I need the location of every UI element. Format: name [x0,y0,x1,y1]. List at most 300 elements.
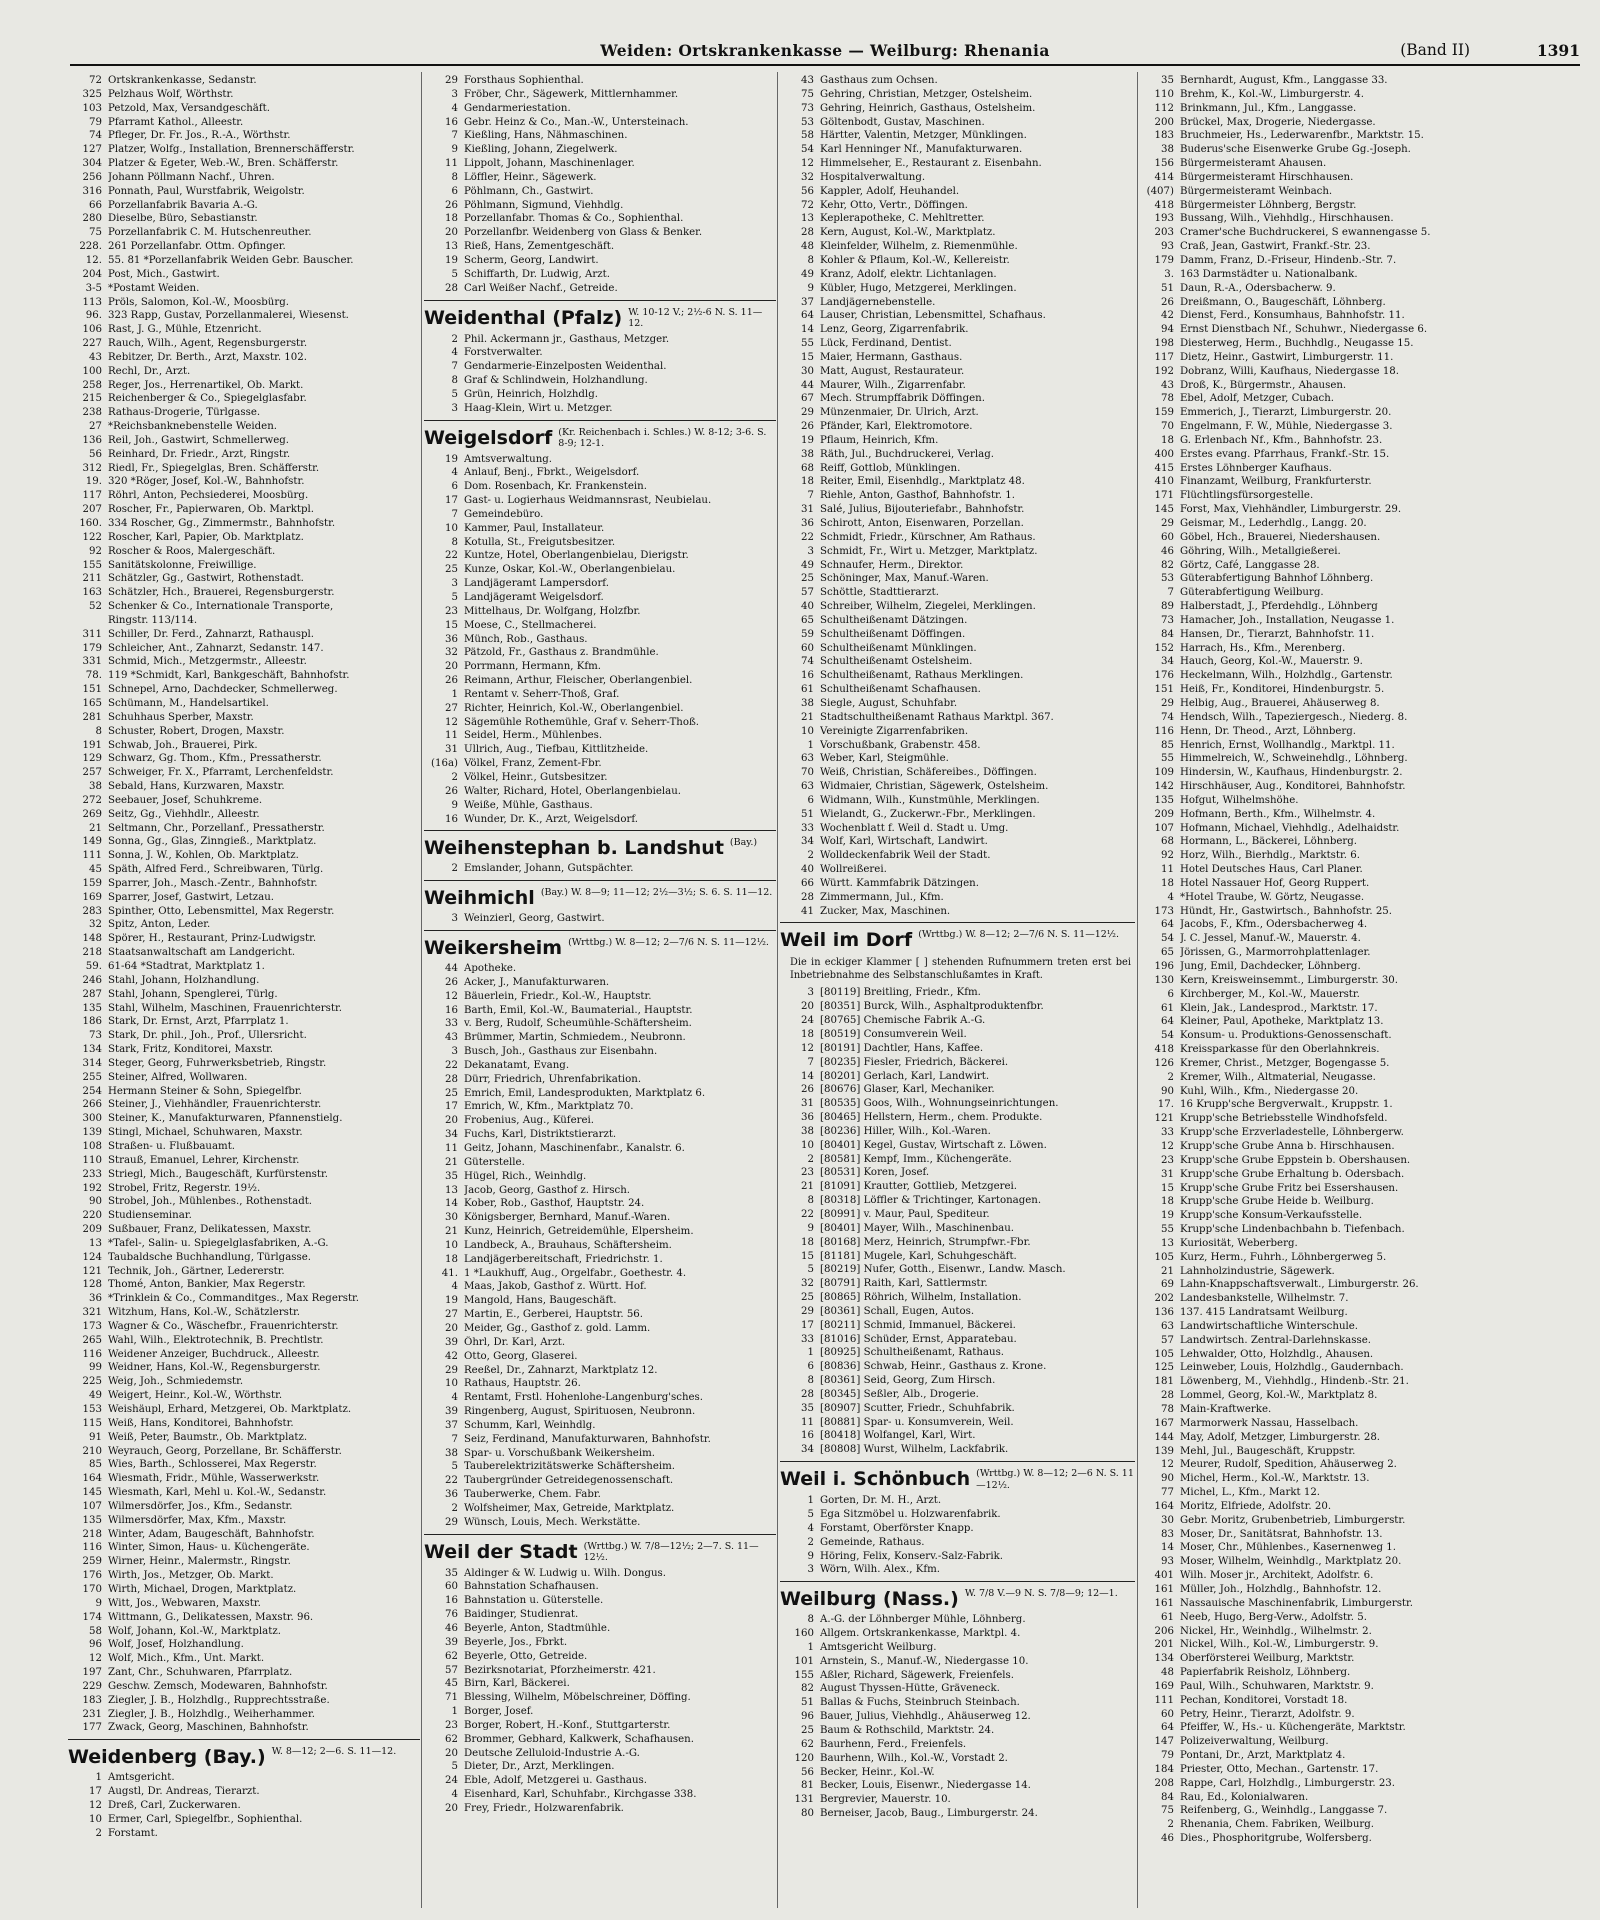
directory-entry [424,1267,776,1281]
directory-entry [1140,960,1580,974]
phone-number: 174 [82,1611,102,1623]
phone-number: 38 [89,781,102,793]
subscriber-name: Harrach, Hs., Kfm., Merenberg. [1180,642,1346,654]
phone-number: 16 [801,1430,814,1442]
subscriber-name: Münch, Rob., Gasthaus. [464,633,588,645]
directory-entry [68,808,420,822]
subscriber-name: Berneiser, Jacob, Baug., Limburgerstr. 24. [820,1808,1038,1820]
subscriber-name: Sebald, Hans, Kurzwaren, Maxstr. [108,781,285,793]
subscriber-name: Wielandt, G., Zuckerwr.-Fbr., Merklingen. [820,808,1036,820]
phone-number: 37 [445,1419,458,1431]
directory-entry [424,771,776,785]
subscriber-name: Himmelseher, E., Restaurant z. Eisenbahn. [820,158,1042,170]
directory-column-1 [68,74,420,1906]
subscriber-name: Richter, Heinrich, Kol.-W., Oberlangenbiel. [464,702,684,714]
phone-number: 28 [801,891,814,903]
phone-number: 12 [445,716,458,728]
directory-entry [68,1431,420,1445]
phone-number: 7 [451,508,458,520]
phone-number: 65 [1161,947,1174,959]
subscriber-name: Wolf, Josef, Holzhandlung. [108,1639,244,1651]
subscriber-name: [80836] Schwab, Heinr., Gasthaus z. Krone. [820,1361,1047,1373]
directory-entry [424,549,776,563]
directory-entry [68,365,420,379]
directory-entry [780,1696,1135,1710]
directory-entry [1140,420,1580,434]
directory-entry [780,1752,1135,1766]
subscriber-name: Moritz, Elfriede, Adolfstr. 20. [1180,1500,1332,1512]
phone-number: 49 [801,268,814,280]
directory-entry [68,1209,420,1223]
town-name: Weilburg (Nass.) [780,1588,959,1611]
subscriber-name: Craß, Jean, Gastwirt, Frankf.-Str. 23. [1180,241,1371,253]
subscriber-name: Konsum- u. Produktions-Genossenschaft. [1180,1030,1392,1042]
directory-entry [780,517,1135,531]
phone-number: 38 [801,1125,814,1137]
directory-entry [68,877,420,891]
subscriber-name: Pöhlmann, Sigmund, Viehhdlg. [464,199,624,211]
subscriber-name: Krupp'sche Lindenbachbahn b. Tiefenbach. [1180,1224,1405,1236]
subscriber-name: Höring, Felix, Konserv.-Salz-Fabrik. [820,1550,1003,1562]
directory-entry [424,1336,776,1350]
directory-entry [424,1073,776,1087]
phone-number: 23 [801,1167,814,1179]
directory-entry [1140,572,1580,586]
subscriber-name: Matt, August, Restaurateur. [820,365,965,377]
phone-number: 61 [1161,1611,1174,1623]
subscriber-name: Straßen- u. Flußbauamt. [108,1140,236,1152]
directory-entry [424,1364,776,1378]
directory-entry [424,1488,776,1502]
phone-number: 70 [801,767,814,779]
phone-number: 90 [89,1196,102,1208]
directory-entry [68,1348,420,1362]
directory-entry [1140,1015,1580,1029]
subscriber-name: Sparrer, Josef, Gastwirt, Letzau. [108,891,275,903]
phone-number: 85 [1161,739,1174,751]
subscriber-name: Busch, Joh., Gasthaus zur Eisenbahn. [464,1046,658,1058]
directory-entry [1140,406,1580,420]
phone-number: 1 [451,1706,458,1718]
subscriber-name: Wiesmath, Fridr., Mühle, Wasserwerkstr. [108,1473,320,1485]
directory-entry [780,1807,1135,1821]
directory-entry [1140,434,1580,448]
directory-entry [68,129,420,143]
directory-entry [424,1733,776,1747]
subscriber-name: Steger, Georg, Fuhrwerksbetrieb, Ringstr. [108,1057,327,1069]
phone-number: 13 [1161,1237,1174,1249]
subscriber-name: Spar- u. Vorschußbank Weikersheim. [464,1447,655,1459]
subscriber-name: Schweiger, Fr. X., Pfarramt, Lerchenfeldstr. [108,767,334,779]
phone-number: 128 [82,1279,102,1291]
directory-entry [424,591,776,605]
phone-number: 16 [445,1595,458,1607]
directory-entry [1140,309,1580,323]
directory-entry [1140,240,1580,254]
phone-number: 35 [1161,75,1174,86]
directory-entry [68,185,420,199]
directory-entry [780,1028,1135,1042]
subscriber-name: [80201] Gerlach, Karl, Landwirt. [820,1070,990,1082]
subscriber-name: Weiße, Mühle, Gasthaus. [464,799,593,811]
subscriber-name: Moser, Chr., Mühlenbes., Kasernenweg 1. [1180,1542,1396,1554]
subscriber-name: Weinzierl, Georg, Gastwirt. [464,913,605,925]
phone-number: 32 [801,171,814,183]
directory-entry [68,1611,420,1625]
subscriber-name: Seidel, Herm., Mühlenbes. [464,730,603,742]
directory-entry [1140,462,1580,476]
directory-entry [780,254,1135,268]
phone-number: 15 [445,619,458,631]
subscriber-name: Lehwalder, Otto, Holzhdlg., Ahausen. [1180,1348,1374,1360]
subscriber-name: Buderus'sche Eisenwerke Grube Gg.-Joseph. [1180,144,1411,156]
subscriber-name: Stingl, Michael, Schuhwaren, Maxstr. [108,1127,303,1139]
directory-entry [1140,1652,1580,1666]
directory-entry [68,725,420,739]
phone-number: 112 [1154,102,1174,114]
directory-entry [1140,489,1580,503]
subscriber-name: [80925] Schultheißenamt, Rathaus. [820,1347,1005,1359]
directory-entry [780,1494,1135,1508]
directory-entry [780,351,1135,365]
subscriber-name: Bäuerlein, Friedr., Kol.-W., Hauptstr. [464,990,652,1002]
subscriber-name: Ebel, Adolf, Metzger, Cubach. [1180,393,1335,405]
subscriber-name: Rebitzer, Dr. Berth., Arzt, Maxstr. 102. [108,351,307,363]
directory-entry [780,986,1135,1000]
phone-number: 176 [1154,670,1174,682]
phone-number: 46 [445,1623,458,1634]
subscriber-name: Steiner, K., Manufakturwaren, Pfannenstielg. [108,1113,343,1125]
phone-number: 7 [451,361,458,373]
directory-entry [68,1799,420,1813]
subscriber-name: Wörn, Wilh. Alex., Kfm. [820,1564,941,1576]
subscriber-name: Spitz, Anton, Leder. [108,919,211,931]
directory-entry [1140,1195,1580,1209]
phone-number: 135 [82,1514,102,1526]
subscriber-name: Reiter, Emil, Eisenhdlg., Marktplatz 48. [820,476,1025,488]
directory-entry [424,1197,776,1211]
directory-entry [68,1541,420,1555]
directory-entry [424,102,776,116]
phone-number: 193 [1154,213,1174,225]
phone-number: 5 [451,388,458,400]
subscriber-name: Ziegler, J. B., Holzhdlg., Rupprechtsstraße. [108,1694,330,1706]
phone-number: 169 [82,891,102,903]
subscriber-name: Weiß, Christian, Schäfereibes., Döffingen. [820,767,1037,779]
phone-number: 21 [801,1181,814,1193]
phone-number: 184 [1154,1763,1174,1775]
subscriber-name: G. Erlenbach Nf., Kfm., Bahnhofstr. 23. [1180,434,1383,446]
phone-number: 13 [445,241,458,253]
phone-number: 38 [801,448,814,460]
phone-number: 170 [82,1583,102,1595]
subscriber-name: Brümmer, Martin, Schmiedem., Neubronn. [464,1032,686,1044]
directory-entry [1140,503,1580,517]
subscriber-name: Platzer, Wolfg., Installation, Brennerschäfferstr. [108,144,355,156]
subscriber-name: Dies., Phosphoritgrube, Wolfersberg. [1180,1833,1372,1845]
subscriber-name: Emrich, Emil, Landesprodukten, Marktplatz 6. [464,1087,706,1099]
subscriber-name: Zwack, Georg, Maschinen, Bahnhofstr. [108,1722,309,1734]
phone-number: 120 [794,1752,814,1764]
phone-number: 415 [1154,462,1174,474]
phone-number: 96 [801,1711,814,1723]
subscriber-name: Deutsche Zelluloid-Industrie A.-G. [464,1747,640,1759]
directory-entry [68,1694,420,1708]
phone-number: 66 [89,199,102,211]
directory-entry [1140,1348,1580,1362]
phone-number: 36 [445,1489,458,1501]
directory-entry [424,254,776,268]
phone-number: 63 [1161,1320,1174,1332]
phone-number: 151 [82,684,102,696]
phone-number: 10 [801,1139,814,1151]
directory-entry [1140,905,1580,919]
directory-entry [424,1502,776,1516]
directory-entry [68,1320,420,1334]
directory-entry [424,1142,776,1156]
directory-entry [424,480,776,494]
subscriber-name: Schöttle, Stadttierarzt. [820,587,939,599]
directory-entry [780,1153,1135,1167]
subscriber-name: [80519] Consumverein Weil. [820,1029,967,1040]
directory-entry [68,905,420,919]
phone-number: 131 [794,1794,814,1806]
directory-entry [68,337,420,351]
directory-entry [1140,116,1580,130]
phone-number: 183 [82,1694,102,1706]
phone-number: 45 [445,1678,458,1690]
subscriber-name: Borger, Josef. [464,1706,534,1718]
directory-entry [424,522,776,536]
directory-entry [424,1774,776,1788]
subscriber-name: [80465] Hellstern, Herm., chem. Produkte. [820,1112,1043,1124]
phone-number: 72 [801,199,814,211]
directory-entry [424,1788,776,1802]
subscriber-name: Kuntze, Hotel, Oberlangenbielau, Dierigstr. [464,550,689,562]
subscriber-name: Ringstr. 113/114. [108,614,198,626]
directory-entry [424,402,776,416]
directory-entry [1140,1694,1580,1708]
phone-number: 117 [1154,351,1174,363]
phone-number: 325 [82,88,102,100]
phone-number: 192 [82,1182,102,1194]
subscriber-name: Schwarz, Gg. Thom., Kfm., Pressatherstr. [108,753,322,765]
directory-entry [1140,1569,1580,1583]
subscriber-name: Platzer & Egeter, Web.-W., Bren. Schäfferstr. [108,158,339,170]
directory-entry [424,660,776,674]
office-hours: (Wrttbg.) W. 8—12; 2—7/6 N. S. 11—12½. [568,937,769,949]
phone-number: 105 [1154,1251,1174,1263]
subscriber-name: Schultheißenamt Dätzingen. [820,614,968,626]
directory-entry [780,282,1135,296]
phone-number: 67 [801,393,814,405]
phone-number: 135 [82,1002,102,1014]
phone-number: 106 [82,324,102,336]
phone-number: 3. [1164,268,1174,280]
phone-number: 81 [801,1780,814,1792]
phone-number: 27 [89,421,102,433]
subscriber-name: Löwenberg, M., Viehhdlg., Hindenb.-Str. 21. [1180,1376,1409,1388]
phone-number: 321 [82,1307,102,1319]
subscriber-name: Bahnstation Schafhausen. [464,1581,599,1593]
subscriber-name: Hormann, L., Bäckerei, Löhnberg. [1180,836,1358,848]
directory-entry [780,1070,1135,1084]
phone-number: 51 [801,808,814,820]
subscriber-name: Emrich, W., Kfm., Marktplatz 70. [464,1101,634,1113]
subscriber-name: Lahnholzindustrie, Sägewerk. [1180,1265,1335,1277]
phone-number: 101 [794,1655,814,1667]
phone-number: 6 [451,185,458,197]
directory-entry [424,333,776,347]
subscriber-name: Pelzhaus Wolf, Wörthstr. [108,88,234,100]
directory-entry [1140,974,1580,988]
phone-number: 79 [89,116,102,128]
phone-number: 4 [451,1281,458,1293]
directory-entry [780,683,1135,697]
phone-number: 33 [801,822,814,834]
volume-label: (Band II) [1400,41,1470,59]
phone-number: 57 [801,587,814,599]
phone-number: 71 [445,1692,458,1704]
directory-entry [780,766,1135,780]
phone-number: 5 [807,1264,814,1276]
directory-entry [424,577,776,591]
subscriber-name: Ponnath, Paul, Wurstfabrik, Weigolstr. [108,185,305,197]
phone-number: 22 [445,1059,458,1071]
subscriber-name: Hamacher, Joh., Installation, Neugasse 1. [1180,614,1395,626]
phone-number: 90 [1161,1085,1174,1097]
subscriber-name: Acker, J., Manufakturwaren. [464,976,610,988]
directory-entry [1140,1126,1580,1140]
phone-number: 9 [807,1550,814,1562]
phone-number: 2 [1167,1819,1174,1831]
subscriber-name: Helbig, Aug., Brauerei, Ahäuserweg 8. [1180,697,1380,709]
subscriber-name: [80236] Hiller, Wilh., Kol.-Waren. [820,1125,991,1137]
subscriber-name: Porrmann, Hermann, Kfm. [464,661,602,673]
phone-number: 54 [801,144,814,156]
directory-entry [780,1319,1135,1333]
subscriber-name: Heiß, Fr., Konditorei, Hindenburgstr. 5. [1180,684,1385,696]
phone-number: 20 [445,1747,458,1759]
phone-number: 78 [1161,393,1174,405]
phone-number: 80 [801,1808,814,1820]
directory-entry [68,1182,420,1196]
subscriber-name: Kirchberger, M., Kol.-W., Mauerstr. [1180,988,1360,1000]
subscriber-name: Priester, Otto, Mechan., Gartenstr. 17. [1180,1763,1379,1775]
subscriber-name: Hauch, Georg, Kol.-W., Mauerstr. 9. [1180,656,1363,668]
directory-entry [424,1636,776,1650]
subscriber-name: Bergrevier, Mauerstr. 10. [820,1794,951,1806]
subscriber-name: Räth, Jul., Buchdruckerei, Verlag. [820,448,994,460]
directory-entry [424,1747,776,1761]
directory-entry [424,1156,776,1170]
phone-number: 238 [82,407,102,419]
subscriber-name: Schnaufer, Herm., Direktor. [820,559,964,571]
subscriber-name: Stahl, Johann, Holzhandlung. [108,974,260,986]
directory-entry [1140,1168,1580,1182]
subscriber-name: Winter, Adam, Baugeschäft, Bahnhofstr. [108,1528,315,1540]
directory-entry [68,143,420,157]
phone-number: 198 [1154,338,1174,350]
subscriber-name: Landwirtsch. Zentral-Darlehnskasse. [1180,1334,1371,1346]
subscriber-name: Witt, Jos., Webwaren, Maxstr. [108,1597,261,1609]
subscriber-name: [80351] Burck, Wilh., Asphaltproduktenfbr. [820,1001,1044,1013]
phone-number: 21 [89,822,102,834]
phone-number: 16 [445,116,458,128]
phone-number: 229 [82,1680,102,1692]
phone-number: 108 [82,1140,102,1152]
subscriber-name: Schultheißenamt Döffingen. [820,628,966,640]
phone-number: 25 [445,564,458,576]
directory-entry [780,628,1135,642]
directory-entry [1140,1085,1580,1099]
subscriber-name: Nickel, Hr., Weinhdlg., Wilhelmstr. 2. [1180,1625,1372,1637]
phone-number: 311 [82,628,102,640]
subscriber-name: Kurz, Herm., Fuhrh., Löhnbergerweg 5. [1180,1251,1387,1263]
phone-number: 92 [89,545,102,557]
phone-number: 134 [1154,1653,1174,1665]
directory-entry [68,1555,420,1569]
subscriber-name: *Reichsbanknebenstelle Weiden. [108,421,277,433]
subscriber-name: Gebr. Heinz & Co., Man.-W., Untersteinach. [464,116,689,128]
phone-number: 20 [445,227,458,239]
directory-entry [68,780,420,794]
phone-number: 12 [89,1799,102,1811]
phone-number: 255 [82,1071,102,1083]
directory-entry [68,212,420,226]
subscriber-name: [80418] Wolfangel, Karl, Wirt. [820,1430,976,1442]
phone-number: 10 [801,725,814,737]
subscriber-name: Wolf, Mich., Kfm., Unt. Markt. [108,1653,265,1665]
directory-entry [68,849,420,863]
phone-number: 17 [801,1319,814,1331]
phone-number: 10 [445,1378,458,1390]
phone-number: 13 [89,1237,102,1249]
directory-entry [68,1569,420,1583]
phone-number: 8 [807,1195,814,1207]
directory-entry [1140,1306,1580,1320]
phone-number: 400 [1154,448,1174,460]
phone-number: 55 [1161,1224,1174,1236]
subscriber-name: Petzold, Max, Versandgeschäft. [108,102,270,114]
phone-number: 74 [1161,711,1174,723]
directory-entry [1140,448,1580,462]
town-name: Weidenthal (Pfalz) [424,306,623,329]
directory-entry [780,1166,1135,1180]
phone-number: 3 [807,545,814,557]
directory-entry [780,1250,1135,1264]
phone-number: 7 [807,490,814,502]
directory-entry [68,406,420,420]
phone-number: 135 [1154,794,1174,806]
directory-entry [780,1208,1135,1222]
directory-entry [780,88,1135,102]
phone-number: 58 [89,1625,102,1637]
directory-entry [1140,365,1580,379]
subscriber-name: Kießling, Johann, Ziegelwerk. [464,144,618,156]
subscriber-name: Paul, Wilh., Schuhwaren, Marktstr. 9. [1180,1680,1374,1692]
phone-number: 26 [445,785,458,797]
subscriber-name: Nassauische Maschinenfabrik, Limburgerstr. [1180,1597,1414,1609]
directory-entry [780,586,1135,600]
subscriber-name: Schleicher, Ant., Zahnarzt, Sedanstr. 147. [108,642,324,654]
directory-entry [68,628,420,642]
directory-entry [1140,946,1580,960]
subscriber-name: Göbel, Hch., Brauerei, Niedershausen. [1180,531,1381,543]
directory-entry [424,912,776,926]
subscriber-name: Grün, Heinrich, Holzhdlg. [464,388,598,400]
directory-entry [424,240,776,254]
